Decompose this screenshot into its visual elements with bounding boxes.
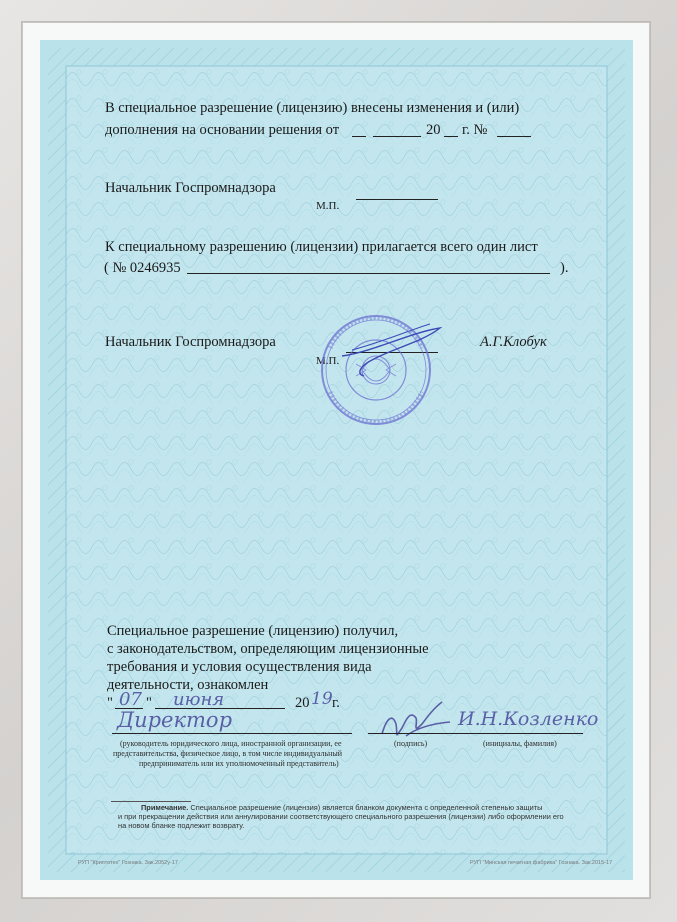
changes-line-1: В специальное разрешение (лицензию) внесены изменения и (или) <box>105 100 520 116</box>
footnote-text-1: Специальное разрешение (лицензия) является бланком документа с определенной степенью защиты <box>190 803 543 812</box>
attachment-number: ( № 0246935 <box>104 260 181 276</box>
receipt-day-handwritten: 07 <box>119 689 142 710</box>
signature-chief-label: Начальник Госпромнадзора <box>105 334 276 350</box>
receipt-position-handwritten: Директор <box>117 708 233 732</box>
changes-chief-label: Начальник Госпромнадзора <box>105 180 276 196</box>
date-day-blank <box>352 136 366 137</box>
caption-signature: (подпись) <box>394 739 428 748</box>
print-mark-right: РУП "Минская печатная фабрика" Гознака. Зак.2015-17 <box>470 860 613 866</box>
footnote-line-2: и при прекращении действия или аннулировании соответствующего специального разрешения (лицензии) либо оформлении его <box>118 812 564 821</box>
attachment-count: один лист <box>476 239 538 255</box>
date-month-blank <box>373 136 421 137</box>
caption-position-1: (руководитель юридического лица, иностранной организации, ее <box>120 739 342 748</box>
receipt-year-suffix: г. <box>332 695 340 711</box>
changes-number-label: г. № <box>462 122 488 138</box>
print-mark-left: РУП "Криптотех" Гознака. Зак.2052у-17 <box>78 860 178 866</box>
changes-mp-label: М.П. <box>316 200 340 212</box>
receipt-date-quote-close: " <box>146 695 152 711</box>
decision-number-blank <box>497 136 531 137</box>
official-seal-stamp <box>312 308 444 428</box>
attachment-text: К специальному разрешению (лицензии) прилагается всего <box>105 239 473 255</box>
receipt-year-prefix: 20 <box>295 695 310 711</box>
footnote-line-3: на новом бланке подлежит возврату. <box>118 821 245 830</box>
attachment-number-close: ). <box>560 260 569 276</box>
receipt-line-2: с законодательством, определяющим лицензионные <box>107 641 429 657</box>
receipt-date-quote-open: " <box>107 695 113 711</box>
receipt-line-3: требования и условия осуществления вида <box>107 659 372 675</box>
footnote-line-1 <box>141 803 542 812</box>
changes-year-prefix: 20 <box>426 122 441 138</box>
footnote-rule <box>111 801 191 802</box>
caption-initials: (инициалы, фамилия) <box>483 739 557 748</box>
footnote-label: Примечание. <box>141 803 189 812</box>
signer-name: А.Г.Клобук <box>480 334 547 350</box>
receipt-initials-line <box>458 733 583 734</box>
receipt-month-handwritten: июня <box>173 689 225 710</box>
receipt-line-1: Специальное разрешение (лицензию) получил, <box>107 623 399 639</box>
receipt-signature-line <box>368 733 468 734</box>
attachment-number-line <box>187 273 550 274</box>
signature-mp-label: М.П. <box>316 355 340 367</box>
receipt-line-4: деятельности, ознакомлен <box>107 677 269 693</box>
receipt-position-line <box>112 733 352 734</box>
attachment-line-1 <box>105 238 538 256</box>
changes-line-2-prefix: дополнения на основании решения от <box>105 122 340 138</box>
caption-position-3: предприниматель или их уполномоченный представитель) <box>139 759 339 768</box>
receipt-year-handwritten: 19 <box>311 689 333 709</box>
caption-position-2: представительства, физическое лицо, в том числе индивидуальный <box>113 749 343 758</box>
receipt-initials-handwritten: И.Н.Козленко <box>458 708 599 730</box>
date-year-blank <box>444 136 458 137</box>
changes-signature-line <box>356 199 438 200</box>
